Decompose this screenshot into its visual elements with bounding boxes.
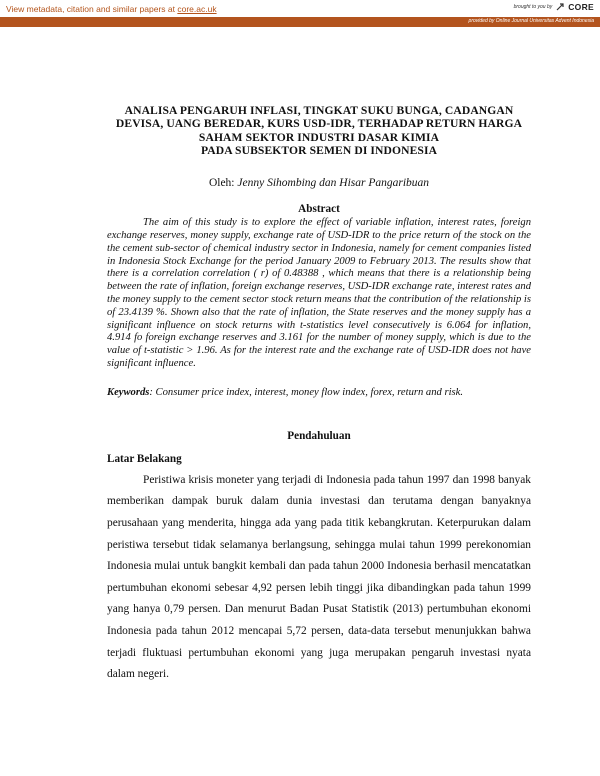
provided-by-text[interactable]: provided by Online Journal Universitas Advent Indonesia <box>468 18 594 24</box>
paper-title <box>107 104 531 157</box>
title-line: SAHAM SEKTOR INDUSTRI DASAR KIMIA <box>198 130 440 144</box>
core-banner <box>0 0 600 28</box>
body-paragraph: Peristiwa krisis moneter yang terjadi di Indonesia pada tahun 1997 dan 1998 banyak memberikan dampak buruk dalam dunia investasi dan terutama dengan banyaknya perusahaan yang menderita, hingga ada yang pada titik kebangkrutan. Keterpurukan dalam peristiwa tersebut tidak selamanya berlangsung, sehingga mulai tahun 1999 perekonomian Indonesia mulai untuk bangkit kembali dan pada tahun 2000 Indonesia berhasil mencatatkan pertumbuhan ekonomi sebesar 4,92 persen lebih tinggi jika dibandingkan pada tahun 1999 yang hanya 0,79 persen. Dan menurut Badan Pusat Statistik (2013) pertumbuhan ekonomi Indonesia pada tahun 2012 mencapai 5,72 persen, data-data tersebut menunjukkan bahwa terjadi fluktuasi pertumbuhan ekonomi yang juga merupakan pengaruh investasi nyata dalam negeri. <box>107 473 531 681</box>
core-brand[interactable] <box>514 2 594 12</box>
core-link-prefix: View metadata, citation and similar papers at <box>6 4 178 14</box>
authors-prefix: Oleh: <box>208 177 238 190</box>
abstract-heading: Abstract <box>298 203 340 216</box>
title-line: ANALISA PENGARUH INFLASI, TINGKAT SUKU BUNGA, CADANGAN <box>124 104 514 117</box>
section-heading: Pendahuluan <box>287 429 351 442</box>
provided-by-bar <box>0 17 600 27</box>
paper-page <box>107 104 531 686</box>
authors-names: Jenny Sihombing dan Hisar Pangaribuan <box>237 177 430 190</box>
paper-authors <box>107 176 531 190</box>
brought-to-you-label: brought to you by <box>513 4 553 10</box>
sub-heading: Latar Belakang <box>107 452 182 465</box>
title-line: DEVISA, UANG BEREDAR, KURS USD-IDR, TERHADAP RETURN HARGA <box>115 117 523 131</box>
title-line: PADA SUBSEKTOR SEMEN DI INDONESIA <box>200 143 438 157</box>
core-metadata-link[interactable] <box>6 4 217 14</box>
core-logo-icon <box>555 2 565 12</box>
abstract-text: The aim of this study is to explore the effect of variable inflation, interest rates, foreign exchange reserves, money supply, exchange rate of USD-IDR to the price return of the stock on the the cement sub-sector of chemical industry sector in Indonesia, namely for cement companies listed in Indonesia Stock Exchange for the period January 2009 to February 2013. The results show that there is a correlation correlation ( r) of 0.48388 , which means that there is a relationship being between the rate of inflation, foreign exchange reserves, USD-IDR exchange rate, interest rates and the money supply to the cement sector stock return means that the contribution of the relationship is of 23.4139 %. Shown also that the rate of inflation, the State reserves and the money supply has a significant influence on stock returns with t-statistics level consecutively is 6.064 for inflation, 4.914 fo foreign exchange reserves and 3.161 for the number of money supply, which is due to the value of t-statistic > 1.96. As for the interest rate and the exchange rate of USD-IDR does not have significant influence. <box>107 217 531 369</box>
keywords-text: : Consumer price index, interest, money flow index, forex, return and risk. <box>149 386 464 398</box>
keywords-label: Keywords <box>107 386 150 398</box>
core-logo-text: CORE <box>568 2 594 12</box>
core-link-domain: core.ac.uk <box>177 4 217 14</box>
keywords <box>107 386 531 399</box>
